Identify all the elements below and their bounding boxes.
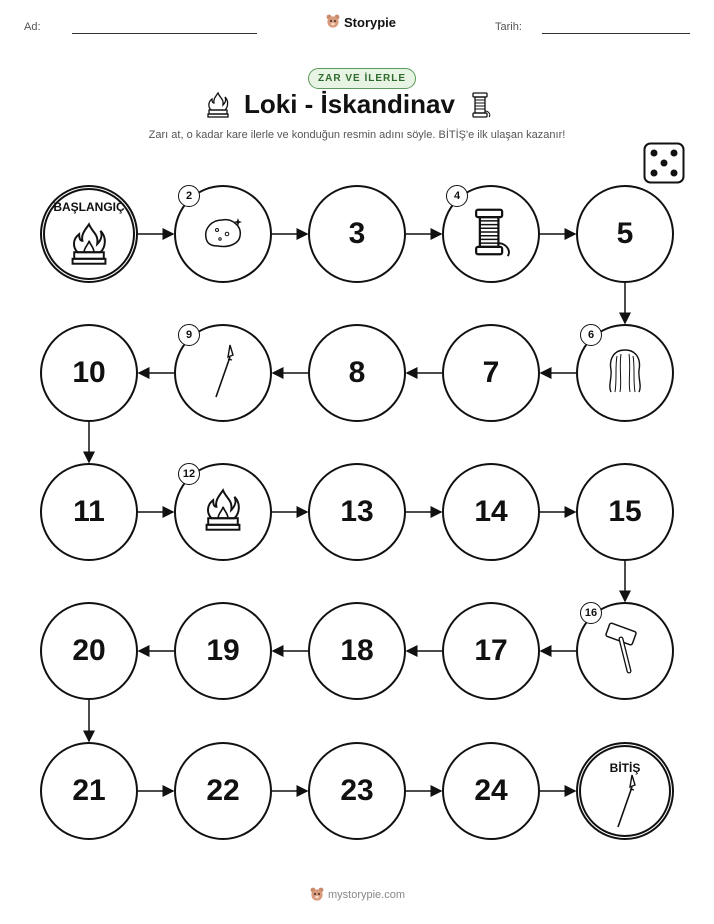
cell-number: 11 (73, 495, 105, 528)
start-label: BAŞLANGIÇ (53, 200, 125, 214)
board-cell-18[interactable] (308, 602, 406, 700)
instructions: Zarı at, o kadar kare ilerle ve konduğun resmin adını söyle. BİTİŞ'e ilk ulaşan kazanır! (148, 129, 566, 141)
board-cell-1[interactable] (40, 185, 138, 283)
board-cell-14[interactable] (442, 463, 540, 561)
cell-number: 19 (206, 634, 240, 667)
cell-number: 15 (608, 495, 642, 528)
cell-number: 20 (72, 634, 106, 667)
board-cell-11[interactable] (40, 463, 138, 561)
board-cell-9[interactable] (174, 324, 272, 422)
cell-number-badge: 16 (580, 602, 602, 624)
cell-number: 13 (340, 495, 374, 528)
cell-number-badge: 4 (446, 185, 468, 207)
hammer-icon (603, 621, 647, 682)
cell-number: 10 (72, 356, 106, 389)
board-cell-20[interactable] (40, 602, 138, 700)
cell-number: 14 (474, 495, 508, 528)
board-cell-21[interactable] (40, 742, 138, 840)
board-cell-10[interactable] (40, 324, 138, 422)
board-cell-13[interactable] (308, 463, 406, 561)
hair-icon (603, 346, 647, 401)
cell-number: 17 (474, 634, 508, 667)
cell-number: 18 (340, 634, 374, 667)
cell-number: 22 (206, 774, 240, 807)
finish-label: BİTİŞ (609, 761, 641, 775)
cell-number: 5 (616, 217, 634, 250)
footer (310, 887, 405, 903)
spear-icon (208, 343, 238, 404)
fire-icon (67, 221, 111, 272)
cell-number: 7 (482, 356, 500, 389)
cell-number-badge: 12 (178, 463, 200, 485)
cell-number: 3 (348, 217, 366, 250)
fire-icon (201, 487, 245, 538)
board-cell-5[interactable] (576, 185, 674, 283)
cell-number-badge: 9 (178, 324, 200, 346)
board-cell-8[interactable] (308, 324, 406, 422)
cell-number: 21 (72, 774, 106, 807)
footer-url[interactable]: mystorypie.com (328, 889, 406, 901)
board-cell-2[interactable] (174, 185, 272, 283)
bear-mascot-icon (310, 887, 324, 903)
board-cell-22[interactable] (174, 742, 272, 840)
board-cell-19[interactable] (174, 602, 272, 700)
cell-number-badge: 2 (178, 185, 200, 207)
board-cell-15[interactable] (576, 463, 674, 561)
date-label: Tarih: (495, 21, 522, 33)
board-cell-23[interactable] (308, 742, 406, 840)
cell-number: 23 (340, 774, 374, 807)
board-cell-16[interactable] (576, 602, 674, 700)
board-cell-12[interactable] (174, 463, 272, 561)
name-label: Ad: (24, 21, 41, 33)
board-cell-24[interactable] (442, 742, 540, 840)
spear-icon (610, 773, 640, 834)
board-cell-17[interactable] (442, 602, 540, 700)
thread-spool-icon (467, 206, 515, 263)
page-title-text: Loki - İskandinav (244, 89, 455, 119)
cell-number: 8 (348, 356, 366, 389)
board-cell-3[interactable] (308, 185, 406, 283)
board-cell-6[interactable] (576, 324, 674, 422)
board-cell-4[interactable] (442, 185, 540, 283)
cell-number: 24 (474, 774, 508, 807)
cell-number-badge: 6 (580, 324, 602, 346)
rock-icon (200, 212, 246, 257)
game-type-badge: ZAR VE İLERLE (308, 68, 416, 89)
board-cell-7[interactable] (442, 324, 540, 422)
board-cell-25[interactable] (576, 742, 674, 840)
brand-name: Storypie (344, 14, 397, 30)
